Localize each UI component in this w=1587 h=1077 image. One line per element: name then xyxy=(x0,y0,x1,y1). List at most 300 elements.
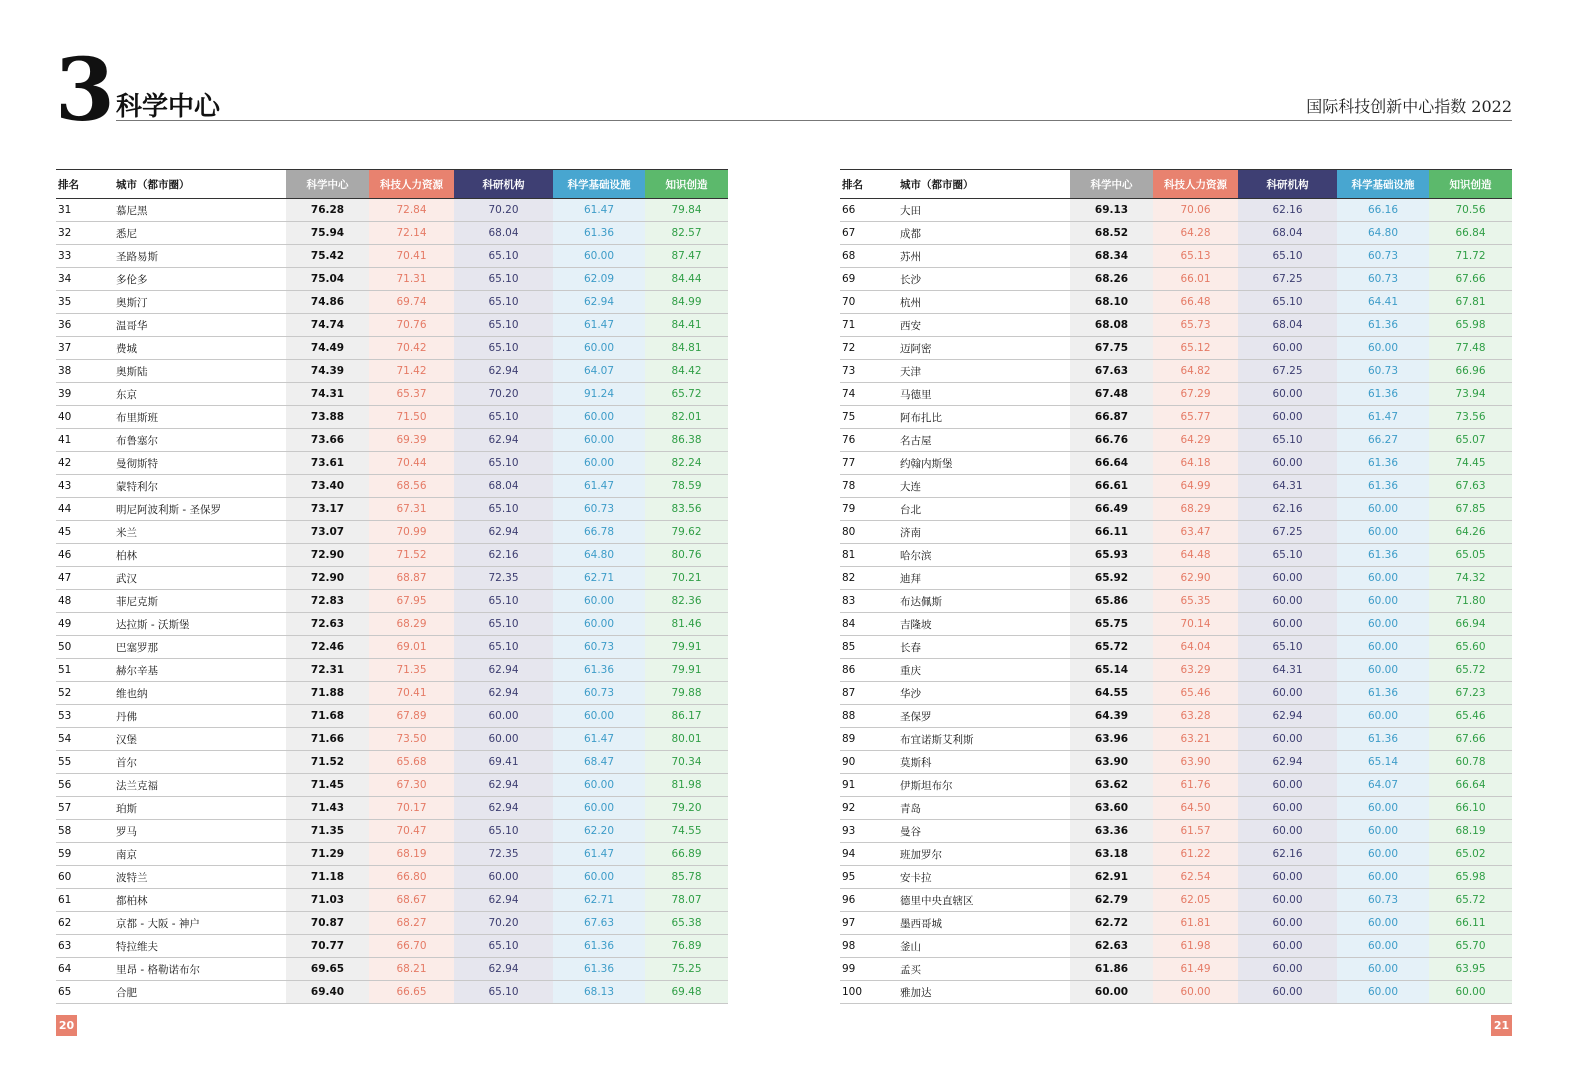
ranking-table-left xyxy=(56,169,728,1004)
city-cell: 西安 xyxy=(900,314,1070,337)
table-row xyxy=(840,314,1512,337)
science-center-cell: 68.34 xyxy=(1070,245,1153,268)
rank-cell: 51 xyxy=(56,659,116,682)
human-resources-cell: 70.06 xyxy=(1153,199,1238,222)
rank-cell: 75 xyxy=(840,406,900,429)
city-cell: 曼谷 xyxy=(900,820,1070,843)
human-resources-cell: 70.42 xyxy=(369,337,454,360)
science-center-cell: 70.77 xyxy=(286,935,369,958)
infrastructure-cell: 64.07 xyxy=(553,360,645,383)
human-resources-cell: 70.41 xyxy=(369,682,454,705)
human-resources-cell: 65.13 xyxy=(1153,245,1238,268)
knowledge-cell: 71.80 xyxy=(1429,590,1512,613)
knowledge-cell: 67.66 xyxy=(1429,268,1512,291)
science-center-cell: 66.87 xyxy=(1070,406,1153,429)
table-row xyxy=(56,912,728,935)
city-cell: 圣路易斯 xyxy=(116,245,286,268)
institutions-cell: 60.00 xyxy=(1238,567,1337,590)
human-resources-cell: 63.47 xyxy=(1153,521,1238,544)
knowledge-cell: 65.07 xyxy=(1429,429,1512,452)
infrastructure-cell: 61.47 xyxy=(553,199,645,222)
human-resources-cell: 62.05 xyxy=(1153,889,1238,912)
city-cell: 迪拜 xyxy=(900,567,1070,590)
rank-cell: 42 xyxy=(56,452,116,475)
infrastructure-cell: 60.00 xyxy=(1337,935,1429,958)
institutions-cell: 65.10 xyxy=(454,590,553,613)
infrastructure-cell: 60.00 xyxy=(1337,567,1429,590)
city-cell: 布宜诺斯艾利斯 xyxy=(900,728,1070,751)
infrastructure-cell: 60.00 xyxy=(1337,820,1429,843)
infrastructure-cell: 62.71 xyxy=(553,889,645,912)
science-center-cell: 62.91 xyxy=(1070,866,1153,889)
infrastructure-cell: 60.00 xyxy=(1337,866,1429,889)
table-row xyxy=(56,337,728,360)
knowledge-cell: 67.81 xyxy=(1429,291,1512,314)
infrastructure-cell: 60.73 xyxy=(1337,268,1429,291)
human-resources-cell: 68.21 xyxy=(369,958,454,981)
institutions-cell: 64.31 xyxy=(1238,659,1337,682)
table-row xyxy=(840,751,1512,774)
knowledge-cell: 70.34 xyxy=(645,751,728,774)
city-cell: 温哥华 xyxy=(116,314,286,337)
knowledge-cell: 84.42 xyxy=(645,360,728,383)
table-row xyxy=(840,567,1512,590)
human-resources-cell: 65.12 xyxy=(1153,337,1238,360)
institutions-cell: 60.00 xyxy=(1238,774,1337,797)
rank-cell: 68 xyxy=(840,245,900,268)
knowledge-cell: 75.25 xyxy=(645,958,728,981)
table-row xyxy=(56,245,728,268)
human-resources-cell: 65.37 xyxy=(369,383,454,406)
knowledge-cell: 70.21 xyxy=(645,567,728,590)
infrastructure-cell: 60.00 xyxy=(1337,912,1429,935)
institutions-cell: 60.00 xyxy=(1238,958,1337,981)
institutions-cell: 60.00 xyxy=(1238,889,1337,912)
rank-cell: 35 xyxy=(56,291,116,314)
table-row xyxy=(56,429,728,452)
infrastructure-cell: 60.00 xyxy=(1337,498,1429,521)
knowledge-cell: 66.84 xyxy=(1429,222,1512,245)
institutions-cell: 60.00 xyxy=(1238,682,1337,705)
science-center-cell: 69.65 xyxy=(286,958,369,981)
human-resources-cell: 71.52 xyxy=(369,544,454,567)
table-row xyxy=(56,222,728,245)
table-row xyxy=(56,268,728,291)
knowledge-cell: 65.02 xyxy=(1429,843,1512,866)
infrastructure-cell: 61.36 xyxy=(1337,314,1429,337)
institutions-cell: 67.25 xyxy=(1238,360,1337,383)
institutions-cell: 70.20 xyxy=(454,383,553,406)
rank-cell: 92 xyxy=(840,797,900,820)
table-row xyxy=(840,636,1512,659)
institutions-cell: 65.10 xyxy=(454,636,553,659)
table-row xyxy=(840,659,1512,682)
infrastructure-cell: 61.47 xyxy=(1337,406,1429,429)
header-city: 城市（都市圈） xyxy=(900,170,1070,199)
rank-cell: 46 xyxy=(56,544,116,567)
city-cell: 布里斯班 xyxy=(116,406,286,429)
knowledge-cell: 65.70 xyxy=(1429,935,1512,958)
city-cell: 哈尔滨 xyxy=(900,544,1070,567)
institutions-cell: 65.10 xyxy=(454,820,553,843)
institutions-cell: 65.10 xyxy=(454,613,553,636)
city-cell: 安卡拉 xyxy=(900,866,1070,889)
science-center-cell: 63.36 xyxy=(1070,820,1153,843)
human-resources-cell: 66.80 xyxy=(369,866,454,889)
city-cell: 曼彻斯特 xyxy=(116,452,286,475)
science-center-cell: 75.42 xyxy=(286,245,369,268)
infrastructure-cell: 60.00 xyxy=(1337,613,1429,636)
knowledge-cell: 74.55 xyxy=(645,820,728,843)
institutions-cell: 65.10 xyxy=(454,452,553,475)
table-row xyxy=(840,429,1512,452)
city-cell: 丹佛 xyxy=(116,705,286,728)
infrastructure-cell: 60.73 xyxy=(553,636,645,659)
knowledge-cell: 70.56 xyxy=(1429,199,1512,222)
knowledge-cell: 67.23 xyxy=(1429,682,1512,705)
infrastructure-cell: 60.73 xyxy=(1337,245,1429,268)
knowledge-cell: 65.05 xyxy=(1429,544,1512,567)
rank-cell: 55 xyxy=(56,751,116,774)
institutions-cell: 62.94 xyxy=(1238,751,1337,774)
knowledge-cell: 81.98 xyxy=(645,774,728,797)
city-cell: 南京 xyxy=(116,843,286,866)
rank-cell: 93 xyxy=(840,820,900,843)
human-resources-cell: 61.76 xyxy=(1153,774,1238,797)
rank-cell: 56 xyxy=(56,774,116,797)
human-resources-cell: 61.49 xyxy=(1153,958,1238,981)
science-center-cell: 60.00 xyxy=(1070,981,1153,1004)
rank-cell: 86 xyxy=(840,659,900,682)
knowledge-cell: 82.01 xyxy=(645,406,728,429)
science-center-cell: 65.92 xyxy=(1070,567,1153,590)
table-row xyxy=(56,820,728,843)
table-row xyxy=(840,981,1512,1004)
science-center-cell: 71.45 xyxy=(286,774,369,797)
rank-cell: 82 xyxy=(840,567,900,590)
institutions-cell: 65.10 xyxy=(454,268,553,291)
knowledge-cell: 73.56 xyxy=(1429,406,1512,429)
science-center-cell: 62.79 xyxy=(1070,889,1153,912)
city-cell: 天津 xyxy=(900,360,1070,383)
table-row xyxy=(56,613,728,636)
rank-cell: 71 xyxy=(840,314,900,337)
header-human-resources: 科技人力资源 xyxy=(369,170,454,199)
knowledge-cell: 79.88 xyxy=(645,682,728,705)
institutions-cell: 67.25 xyxy=(1238,521,1337,544)
knowledge-cell: 74.45 xyxy=(1429,452,1512,475)
science-center-cell: 66.11 xyxy=(1070,521,1153,544)
science-center-cell: 67.63 xyxy=(1070,360,1153,383)
header-institutions: 科研机构 xyxy=(454,170,553,199)
table-row xyxy=(840,935,1512,958)
city-cell: 柏林 xyxy=(116,544,286,567)
table-row xyxy=(56,981,728,1004)
institutions-cell: 72.35 xyxy=(454,843,553,866)
city-cell: 奥斯陆 xyxy=(116,360,286,383)
human-resources-cell: 65.68 xyxy=(369,751,454,774)
knowledge-cell: 80.76 xyxy=(645,544,728,567)
institutions-cell: 60.00 xyxy=(1238,820,1337,843)
science-center-cell: 68.08 xyxy=(1070,314,1153,337)
science-center-cell: 66.64 xyxy=(1070,452,1153,475)
city-cell: 波特兰 xyxy=(116,866,286,889)
science-center-cell: 67.75 xyxy=(1070,337,1153,360)
page-number-right: 21 xyxy=(1491,1015,1512,1036)
city-cell: 名古屋 xyxy=(900,429,1070,452)
science-center-cell: 71.66 xyxy=(286,728,369,751)
science-center-cell: 76.28 xyxy=(286,199,369,222)
rank-cell: 84 xyxy=(840,613,900,636)
header-city: 城市（都市圈） xyxy=(116,170,286,199)
knowledge-cell: 84.44 xyxy=(645,268,728,291)
knowledge-cell: 84.81 xyxy=(645,337,728,360)
human-resources-cell: 70.17 xyxy=(369,797,454,820)
human-resources-cell: 64.50 xyxy=(1153,797,1238,820)
rank-cell: 66 xyxy=(840,199,900,222)
rank-cell: 57 xyxy=(56,797,116,820)
table-row xyxy=(56,843,728,866)
science-center-cell: 67.48 xyxy=(1070,383,1153,406)
city-cell: 阿布扎比 xyxy=(900,406,1070,429)
table-row xyxy=(840,705,1512,728)
city-cell: 重庆 xyxy=(900,659,1070,682)
science-center-cell: 65.72 xyxy=(1070,636,1153,659)
rank-cell: 88 xyxy=(840,705,900,728)
table-row xyxy=(840,613,1512,636)
chapter-title: 科学中心 xyxy=(116,92,221,122)
science-center-cell: 74.31 xyxy=(286,383,369,406)
rank-cell: 43 xyxy=(56,475,116,498)
knowledge-cell: 85.78 xyxy=(645,866,728,889)
human-resources-cell: 70.99 xyxy=(369,521,454,544)
science-center-cell: 72.46 xyxy=(286,636,369,659)
institutions-cell: 60.00 xyxy=(1238,613,1337,636)
rank-cell: 73 xyxy=(840,360,900,383)
infrastructure-cell: 61.47 xyxy=(553,728,645,751)
rank-cell: 44 xyxy=(56,498,116,521)
human-resources-cell: 71.42 xyxy=(369,360,454,383)
science-center-cell: 70.87 xyxy=(286,912,369,935)
rank-cell: 39 xyxy=(56,383,116,406)
table-row xyxy=(840,406,1512,429)
science-center-cell: 64.39 xyxy=(1070,705,1153,728)
table-row xyxy=(56,360,728,383)
infrastructure-cell: 66.78 xyxy=(553,521,645,544)
institutions-cell: 72.35 xyxy=(454,567,553,590)
human-resources-cell: 63.21 xyxy=(1153,728,1238,751)
city-cell: 奥斯汀 xyxy=(116,291,286,314)
human-resources-cell: 61.22 xyxy=(1153,843,1238,866)
knowledge-cell: 81.46 xyxy=(645,613,728,636)
table-row xyxy=(840,199,1512,222)
city-cell: 费城 xyxy=(116,337,286,360)
human-resources-cell: 68.19 xyxy=(369,843,454,866)
rank-cell: 78 xyxy=(840,475,900,498)
table-row xyxy=(840,682,1512,705)
infrastructure-cell: 61.47 xyxy=(553,843,645,866)
city-cell: 维也纳 xyxy=(116,682,286,705)
city-cell: 长春 xyxy=(900,636,1070,659)
city-cell: 悉尼 xyxy=(116,222,286,245)
table-row xyxy=(56,475,728,498)
rank-cell: 53 xyxy=(56,705,116,728)
knowledge-cell: 77.48 xyxy=(1429,337,1512,360)
table-header-row xyxy=(56,170,728,199)
human-resources-cell: 72.84 xyxy=(369,199,454,222)
table-row xyxy=(840,889,1512,912)
table-row xyxy=(840,475,1512,498)
table-row xyxy=(840,774,1512,797)
table-body-left xyxy=(56,199,728,1004)
city-cell: 都柏林 xyxy=(116,889,286,912)
ranking-table-left-panel xyxy=(56,169,728,1004)
human-resources-cell: 71.35 xyxy=(369,659,454,682)
human-resources-cell: 67.89 xyxy=(369,705,454,728)
infrastructure-cell: 91.24 xyxy=(553,383,645,406)
infrastructure-cell: 64.41 xyxy=(1337,291,1429,314)
human-resources-cell: 66.65 xyxy=(369,981,454,1004)
rank-cell: 89 xyxy=(840,728,900,751)
rank-cell: 36 xyxy=(56,314,116,337)
city-cell: 孟买 xyxy=(900,958,1070,981)
human-resources-cell: 65.77 xyxy=(1153,406,1238,429)
institutions-cell: 65.10 xyxy=(1238,291,1337,314)
city-cell: 菲尼克斯 xyxy=(116,590,286,613)
rank-cell: 38 xyxy=(56,360,116,383)
page-number-left: 20 xyxy=(56,1015,77,1036)
human-resources-cell: 68.87 xyxy=(369,567,454,590)
human-resources-cell: 64.99 xyxy=(1153,475,1238,498)
institutions-cell: 60.00 xyxy=(1238,383,1337,406)
human-resources-cell: 62.90 xyxy=(1153,567,1238,590)
knowledge-cell: 84.99 xyxy=(645,291,728,314)
institutions-cell: 62.94 xyxy=(454,958,553,981)
rank-cell: 91 xyxy=(840,774,900,797)
rank-cell: 98 xyxy=(840,935,900,958)
infrastructure-cell: 60.00 xyxy=(1337,659,1429,682)
infrastructure-cell: 60.00 xyxy=(553,590,645,613)
infrastructure-cell: 61.47 xyxy=(553,475,645,498)
knowledge-cell: 65.98 xyxy=(1429,314,1512,337)
city-cell: 济南 xyxy=(900,521,1070,544)
rank-cell: 100 xyxy=(840,981,900,1004)
infrastructure-cell: 61.36 xyxy=(1337,452,1429,475)
table-row xyxy=(56,705,728,728)
human-resources-cell: 67.29 xyxy=(1153,383,1238,406)
city-cell: 台北 xyxy=(900,498,1070,521)
infrastructure-cell: 60.00 xyxy=(553,245,645,268)
table-row xyxy=(840,590,1512,613)
rank-cell: 87 xyxy=(840,682,900,705)
institutions-cell: 65.10 xyxy=(454,337,553,360)
knowledge-cell: 83.56 xyxy=(645,498,728,521)
science-center-cell: 61.86 xyxy=(1070,958,1153,981)
infrastructure-cell: 60.00 xyxy=(553,406,645,429)
city-cell: 法兰克福 xyxy=(116,774,286,797)
table-row xyxy=(56,659,728,682)
rank-cell: 37 xyxy=(56,337,116,360)
infrastructure-cell: 61.36 xyxy=(553,935,645,958)
human-resources-cell: 71.50 xyxy=(369,406,454,429)
table-row xyxy=(840,820,1512,843)
knowledge-cell: 73.94 xyxy=(1429,383,1512,406)
rank-cell: 49 xyxy=(56,613,116,636)
institutions-cell: 68.04 xyxy=(454,475,553,498)
institutions-cell: 60.00 xyxy=(454,728,553,751)
human-resources-cell: 68.27 xyxy=(369,912,454,935)
table-row xyxy=(840,521,1512,544)
infrastructure-cell: 67.63 xyxy=(553,912,645,935)
science-center-cell: 71.35 xyxy=(286,820,369,843)
rank-cell: 70 xyxy=(840,291,900,314)
table-row xyxy=(56,291,728,314)
knowledge-cell: 87.47 xyxy=(645,245,728,268)
rank-cell: 95 xyxy=(840,866,900,889)
infrastructure-cell: 60.00 xyxy=(553,337,645,360)
rank-cell: 32 xyxy=(56,222,116,245)
infrastructure-cell: 64.07 xyxy=(1337,774,1429,797)
table-row xyxy=(56,199,728,222)
table-row xyxy=(56,383,728,406)
science-center-cell: 64.55 xyxy=(1070,682,1153,705)
table-row xyxy=(840,498,1512,521)
table-row xyxy=(56,314,728,337)
infrastructure-cell: 62.94 xyxy=(553,291,645,314)
table-row xyxy=(840,360,1512,383)
science-center-cell: 71.18 xyxy=(286,866,369,889)
knowledge-cell: 79.91 xyxy=(645,636,728,659)
city-cell: 迈阿密 xyxy=(900,337,1070,360)
institutions-cell: 62.94 xyxy=(454,521,553,544)
knowledge-cell: 79.84 xyxy=(645,199,728,222)
institutions-cell: 62.94 xyxy=(454,797,553,820)
institutions-cell: 67.25 xyxy=(1238,268,1337,291)
infrastructure-cell: 64.80 xyxy=(553,544,645,567)
rank-cell: 74 xyxy=(840,383,900,406)
table-row xyxy=(840,268,1512,291)
human-resources-cell: 61.81 xyxy=(1153,912,1238,935)
knowledge-cell: 69.48 xyxy=(645,981,728,1004)
science-center-cell: 65.14 xyxy=(1070,659,1153,682)
knowledge-cell: 86.38 xyxy=(645,429,728,452)
institutions-cell: 60.00 xyxy=(1238,337,1337,360)
infrastructure-cell: 62.20 xyxy=(553,820,645,843)
city-cell: 班加罗尔 xyxy=(900,843,1070,866)
human-resources-cell: 63.90 xyxy=(1153,751,1238,774)
knowledge-cell: 84.41 xyxy=(645,314,728,337)
rank-cell: 67 xyxy=(840,222,900,245)
institutions-cell: 65.10 xyxy=(454,981,553,1004)
table-row xyxy=(56,590,728,613)
infrastructure-cell: 61.36 xyxy=(1337,475,1429,498)
human-resources-cell: 66.70 xyxy=(369,935,454,958)
city-cell: 达拉斯 - 沃斯堡 xyxy=(116,613,286,636)
infrastructure-cell: 60.00 xyxy=(553,705,645,728)
table-row xyxy=(840,291,1512,314)
rank-cell: 97 xyxy=(840,912,900,935)
rank-cell: 64 xyxy=(56,958,116,981)
institutions-cell: 62.16 xyxy=(454,544,553,567)
institutions-cell: 62.94 xyxy=(454,429,553,452)
human-resources-cell: 61.57 xyxy=(1153,820,1238,843)
rank-cell: 65 xyxy=(56,981,116,1004)
science-center-cell: 69.40 xyxy=(286,981,369,1004)
human-resources-cell: 68.56 xyxy=(369,475,454,498)
human-resources-cell: 69.39 xyxy=(369,429,454,452)
human-resources-cell: 63.28 xyxy=(1153,705,1238,728)
institutions-cell: 60.00 xyxy=(1238,590,1337,613)
